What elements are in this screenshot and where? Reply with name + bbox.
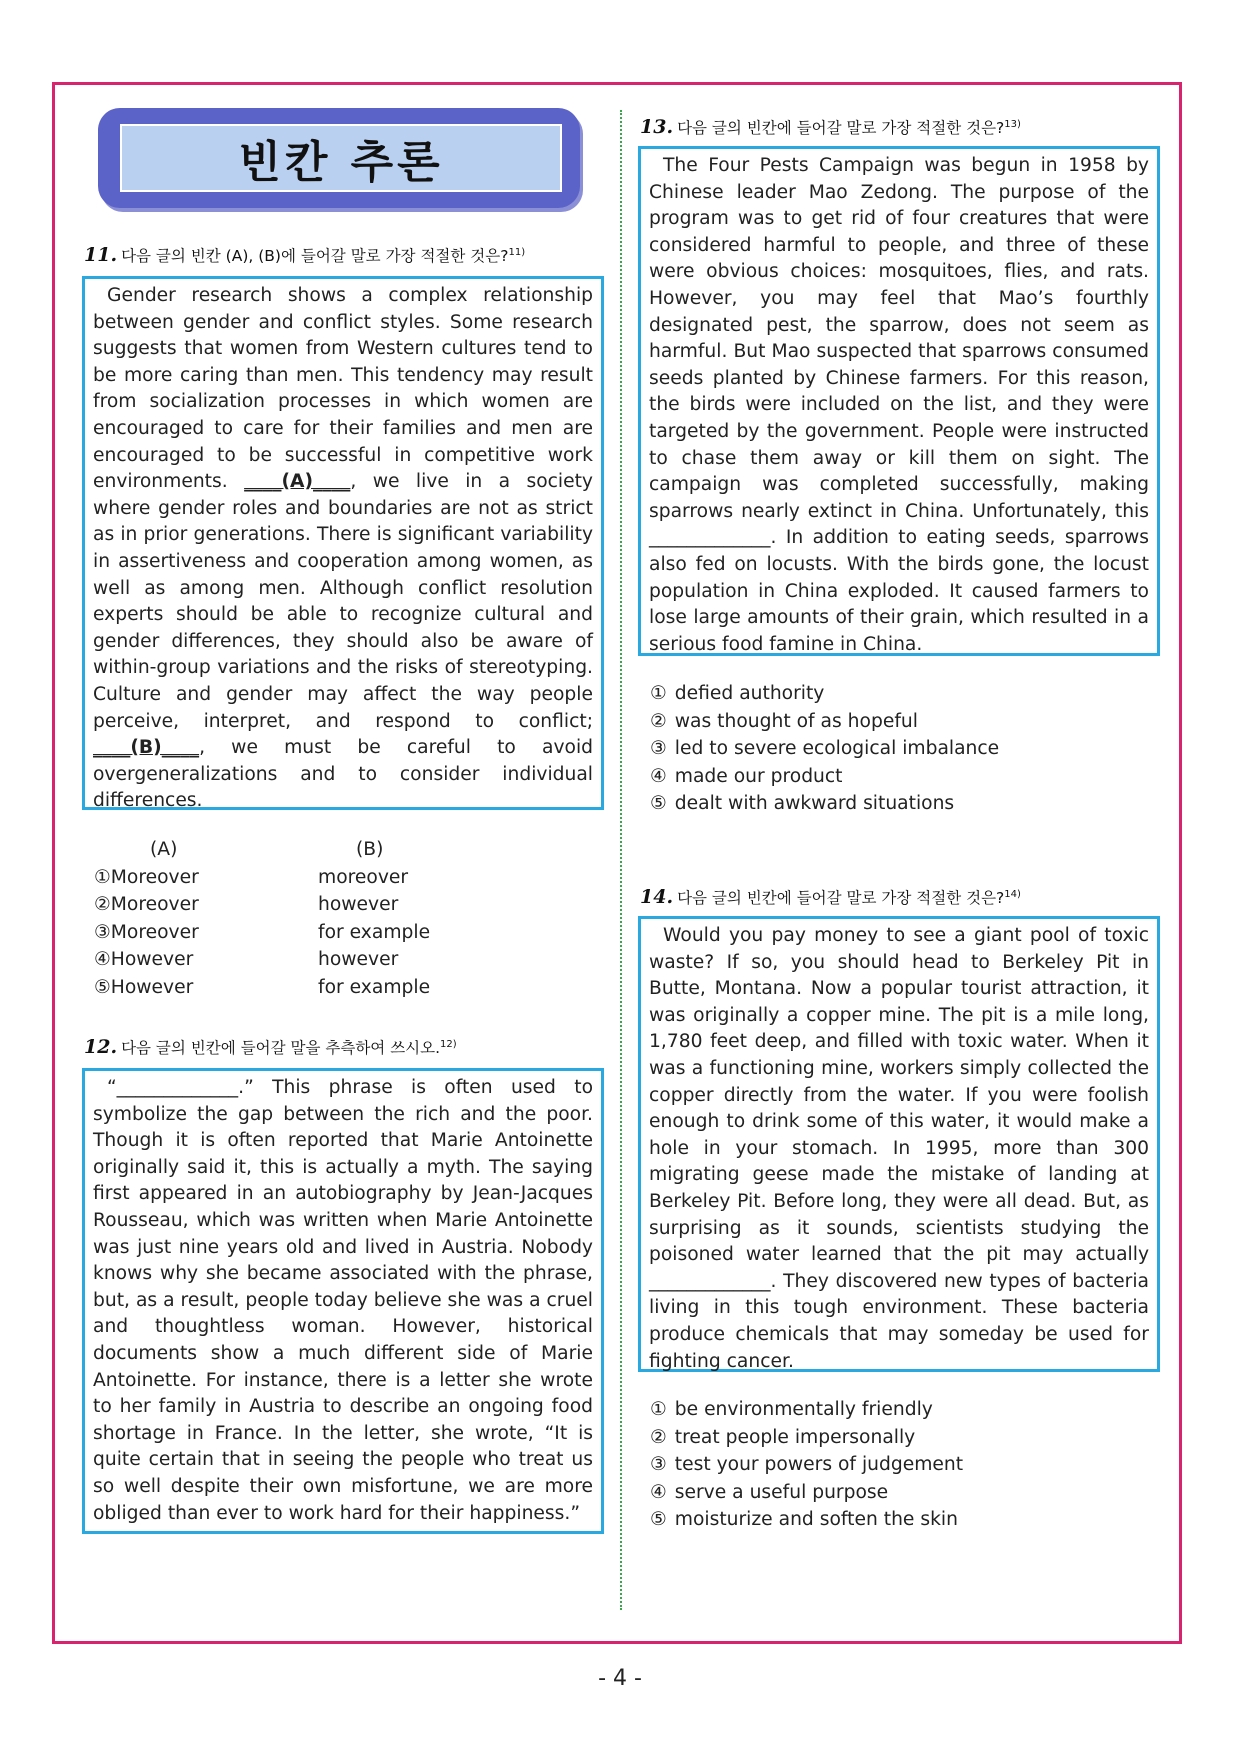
q13-footnote: 13) [1004, 118, 1021, 130]
q14-option[interactable] [650, 1506, 1150, 1534]
option-mark: ② [94, 894, 111, 916]
q13-passage: The Four Pests Campaign was begun in 1958 by Chinese leader Mao Zedong. The purpose of the program was to get rid of four creatures that were considered harmful to people, and three of these were obvious choices: mosquitoes, flies, and rats. However, you may feel that Mao’s fourthly designated pest, the sparrow, does not seem as harmful. But Mao suspected that sparrows consumed seeds planted by Chinese farmers. For this reason, the birds were included on the list, and they were targeted by the government. People were instructed to chase them away or kill them on sight. The campaign was completed successfully, making sparrows nearly extinct in China. Unfortunately, this _____________. In addition to eating seeds, sparrows also fed on locusts. With the birds gone, the locust population in China exploded. It caused farmers to lose large amounts of their grain, which resulted in a serious food famine in China. [649, 155, 1149, 655]
q11-footnote: 11) [508, 246, 526, 258]
option-mark: ② [650, 710, 667, 732]
option-mark: ④ [94, 949, 111, 971]
q12-passage-box [82, 1068, 604, 1534]
option-a: Moreover [110, 921, 199, 943]
option-mark: ① [650, 1399, 667, 1420]
q14-passage-box [638, 916, 1160, 1372]
q11-option[interactable] [94, 946, 514, 974]
q14-option[interactable] [650, 1424, 1150, 1452]
q14-option[interactable] [650, 1396, 1150, 1424]
option-a: Moreover [110, 894, 199, 916]
option-mark: ⑤ [650, 793, 667, 815]
q13-option[interactable] [650, 708, 1150, 736]
q13-option[interactable] [650, 735, 1150, 763]
option-mark: ③ [650, 1454, 667, 1476]
q12-footnote: 12) [440, 1038, 457, 1050]
option-text: treat people impersonally [674, 1426, 916, 1448]
option-text: test your powers of judgement [674, 1454, 964, 1476]
q11-blank-a: ____(A)____ [244, 471, 351, 493]
q14-heading [640, 886, 1021, 908]
option-mark: ② [650, 1426, 667, 1448]
q11-heading [84, 244, 525, 266]
column-divider [620, 110, 622, 1610]
q11-option[interactable] [94, 974, 514, 1002]
section-title: 빈칸 추론 [120, 124, 562, 192]
option-b: however [318, 894, 399, 916]
q11-number: 11. [84, 244, 118, 266]
q13-passage-box [638, 146, 1160, 656]
q11-options [94, 836, 514, 1002]
option-text: led to severe ecological imbalance [674, 738, 1000, 760]
q14-prompt: 다음 글의 빈칸에 들어갈 말로 가장 적절한 것은? [677, 889, 1005, 907]
option-mark: ⑤ [94, 976, 111, 998]
option-b: for example [318, 976, 431, 998]
q13-prompt: 다음 글의 빈칸에 들어갈 말로 가장 적절한 것은? [677, 119, 1005, 137]
option-text: serve a useful purpose [674, 1481, 889, 1503]
option-text: was thought of as hopeful [674, 710, 918, 732]
option-mark: ③ [650, 738, 667, 760]
q11-options-header [94, 836, 514, 864]
q11-passage-box [82, 276, 604, 810]
q11-col-b: (B) [356, 839, 384, 860]
q14-options [650, 1396, 1150, 1534]
option-text: made our product [674, 765, 843, 787]
q12-heading [84, 1036, 457, 1058]
q11-blank-b: ____(B)____ [93, 737, 200, 759]
q11-passage-part1: Gender research shows a complex relationship between gender and conflict styles. Some research suggests that women from Western cultures tend to be more caring than men. This tendency may result from socialization processes in which women are encouraged to care for their families and men are encouraged to be successful in competitive work environments. [93, 285, 593, 493]
q13-heading [640, 116, 1021, 138]
option-text: defied authority [674, 683, 825, 704]
option-a: Moreover [110, 866, 199, 888]
option-a: However [110, 949, 194, 971]
option-mark: ① [94, 866, 111, 888]
q14-footnote: 14) [1004, 888, 1021, 900]
option-mark: ⑤ [650, 1509, 667, 1531]
option-text: moisturize and soften the skin [674, 1509, 958, 1531]
option-b: moreover [318, 866, 409, 888]
q13-number: 13. [640, 116, 674, 138]
q13-options [650, 680, 1150, 818]
option-mark: ④ [650, 765, 667, 787]
q14-number: 14. [640, 886, 674, 908]
option-mark: ④ [650, 1481, 667, 1503]
q14-option[interactable] [650, 1479, 1150, 1507]
q13-option[interactable] [650, 680, 1150, 708]
q11-option[interactable] [94, 919, 514, 947]
q11-prompt: 다음 글의 빈칸 (A), (B)에 들어갈 말로 가장 적절한 것은? [121, 247, 509, 265]
page-number: - 4 - [598, 1666, 642, 1691]
q14-passage: Would you pay money to see a giant pool of toxic waste? If so, you should head to Berkeley Pit in Butte, Montana. Now a popular tourist attraction, it was originally a copper mine. The pit is a mile long, 1,780 feet deep, and filled with toxic water. When it was a functioning mine, workers simply collected the copper directly from the water. If you were foolish enough to drink some of this water, it would make a hole in your stomach. In 1995, more than 300 migrating geese made the mistake of landing at Berkeley Pit. Before long, they were all dead. But, as surprising as it sounds, scientists studying the poisoned water learned that the pit may actually _____________. They discovered new types of bacteria living in this tough environment. These bacteria produce chemicals that may someday be used for fighting cancer. [649, 925, 1149, 1372]
q11-passage-part3: , we must be careful to avoid overgeneralizations and to consider individual differences. [93, 737, 593, 812]
q12-number: 12. [84, 1036, 118, 1058]
option-b: however [318, 949, 399, 971]
option-text: dealt with awkward situations [674, 793, 955, 815]
q11-passage-part2: , we live in a society where gender roles and boundaries are not as strict as in prior generations. There is significant variability in assertiveness and cooperation among women, as well as among men. Although conflict resolution experts should be able to recognize cultural and gender differences, they should also be aware of within-group variations and the risks of stereotyping. Culture and gender may affect the way people perceive, interpret, and respond to conflict; [93, 471, 593, 732]
option-mark: ③ [94, 921, 111, 943]
option-b: for example [318, 921, 431, 943]
q14-option[interactable] [650, 1451, 1150, 1479]
q11-col-a: (A) [150, 839, 178, 860]
q13-option[interactable] [650, 763, 1150, 791]
q12-prompt: 다음 글의 빈칸에 들어갈 말을 추측하여 쓰시오. [121, 1039, 441, 1057]
option-text: be environmentally friendly [674, 1399, 933, 1420]
option-a: However [110, 976, 194, 998]
option-mark: ① [650, 683, 667, 704]
q12-passage: “_____________.” This phrase is often used to symbolize the gap between the rich and the poor. Though it is often reported that Marie Antoinette originally said it, this is actually a myth. The saying first appeared in an autobiography by Jean-Jacques Rousseau, which was written when Marie Antoinette was just nine years old and lived in Austria. Nobody knows why she became associated with the phrase, but, as a result, people today believe she was a cruel and thoughtless woman. However, historical documents show a much different side of Marie Antoinette. For instance, there is a letter she wrote to her family in Austria to describe an ongoing food shortage in France. In the letter, she wrote, “It is quite certain that in seeing the people who treat us so well despite their own misfortune, we are more obliged than ever to work hard for their happiness.” [93, 1077, 593, 1524]
q13-option[interactable] [650, 790, 1150, 818]
q11-option[interactable] [94, 891, 514, 919]
q11-option[interactable] [94, 864, 514, 892]
